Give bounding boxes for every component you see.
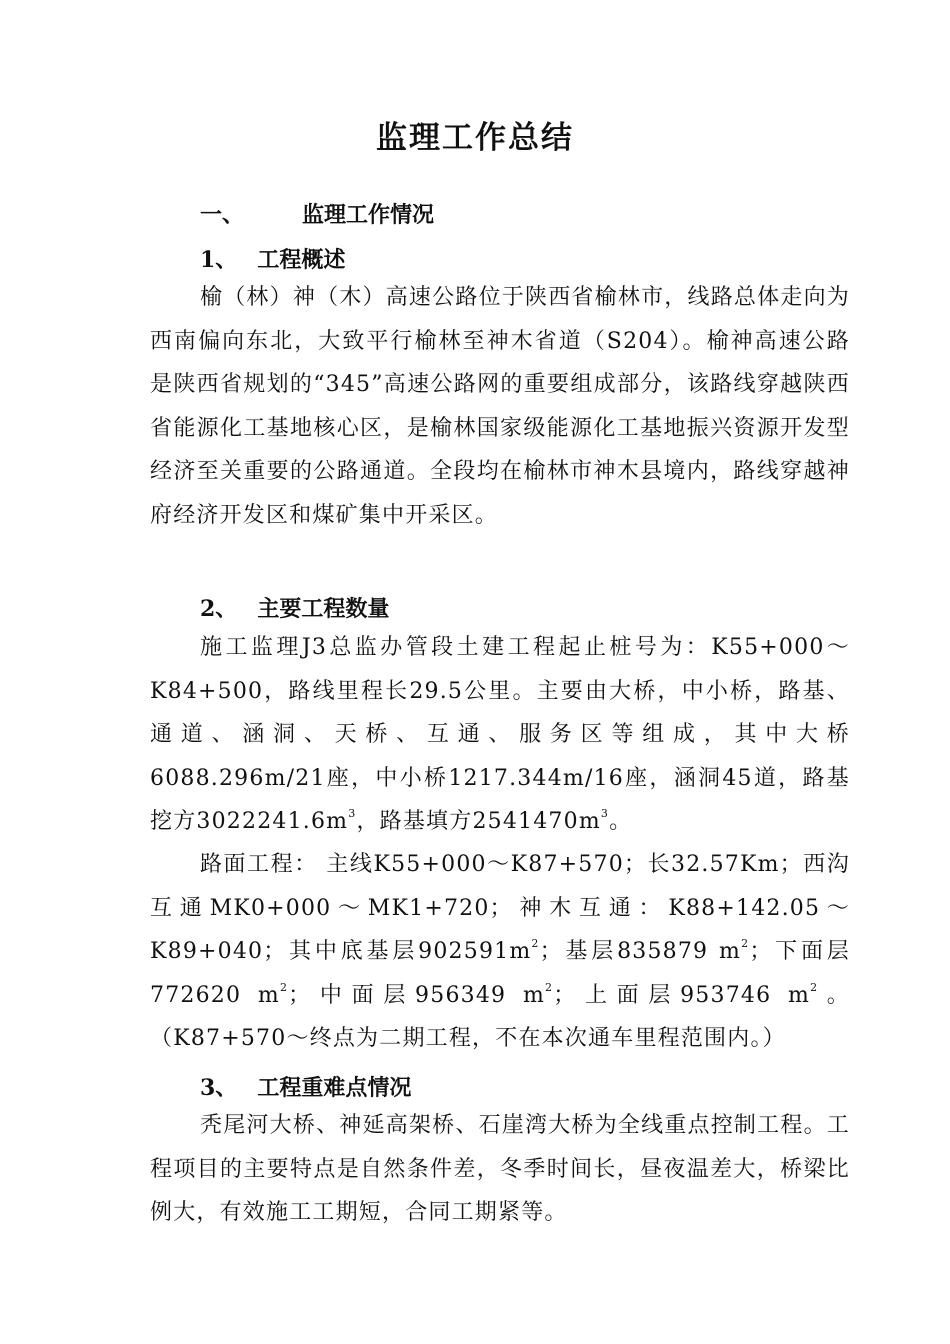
quantities-text: 施工监理J3总监办管段土建工程起止桩号为：K55+000～K84+500，路线里程长29.5公里。主要由大桥，中小桥，路基、通道、涵洞、天桥、互通、服务区等组成，其中大桥6088.296m/21座，中小桥1217.344m/16座，涵洞45道，路基挖方3022241.6m bbox=[150, 635, 850, 834]
subsection-title: 工程重难点情况 bbox=[257, 1075, 412, 1101]
quantities-paragraph bbox=[150, 626, 850, 844]
superscript: 2 bbox=[545, 980, 554, 994]
pavement-text: 路面工程： 主线K55+000～K87+570；长32.57Km；西沟互通MK0+000～MK1+720；神木互通：K88+142.05～K89+040；其中底基层902591m bbox=[150, 852, 850, 964]
quantities-text: 。 bbox=[609, 809, 633, 834]
section-title: 监理工作情况 bbox=[302, 202, 435, 228]
subsection-number: 2、 bbox=[200, 596, 238, 622]
pavement-text: 。（K87+570～终点为二期工程，不在本次通车里程范围内。） bbox=[150, 982, 850, 1051]
key-difficulties-paragraph: 秃尾河大桥、神延高架桥、石崖湾大桥为全线重点控制工程。工程项目的主要特点是自然条件差，冬季时间长，昼夜温差大，桥梁比例大，有效施工工期短，合同工期紧等。 bbox=[150, 1113, 850, 1225]
pavement-text: ；上面层953746 m bbox=[553, 982, 811, 1008]
section-heading-1 bbox=[200, 198, 434, 229]
superscript: 2 bbox=[810, 980, 819, 994]
pavement-text: ；基层835879 m bbox=[539, 939, 742, 964]
subsection-number: 3、 bbox=[200, 1075, 238, 1101]
subsection-heading-2 bbox=[200, 592, 389, 623]
pavement-text: ；中面层956349 m bbox=[288, 982, 546, 1008]
subsection-title: 主要工程数量 bbox=[257, 596, 390, 622]
pavement-paragraph bbox=[150, 843, 850, 1061]
subsection-number: 1、 bbox=[200, 247, 238, 273]
subsection-heading-3 bbox=[200, 1071, 411, 1102]
overview-paragraph: 榆（林）神（木）高速公路位于陕西省榆林市，线路总体走向为西南偏向东北，大致平行榆林至神木省道（S204）。榆神高速公路是陕西省规划的“345”高速公路网的重要组成部分，该路线穿越陕西省能源化工基地核心区，是榆林国家级能源化工基地振兴资源开发型经济至关重要的公路通道。全段均在榆林市神木县境内，路线穿越神府经济开发区和煤矿集中开采区。 bbox=[150, 285, 850, 528]
section-number: 一、 bbox=[200, 202, 245, 228]
page-title: 监理工作总结 bbox=[376, 120, 574, 156]
subsection-heading-1 bbox=[200, 243, 345, 274]
superscript: 3 bbox=[348, 807, 357, 820]
pavement-text: ；下面层772620 m bbox=[150, 939, 850, 1008]
quantities-text: ，路基填方2541470m bbox=[356, 809, 601, 834]
superscript: 2 bbox=[741, 937, 750, 950]
superscript: 2 bbox=[531, 937, 540, 950]
subsection-title: 工程概述 bbox=[257, 247, 346, 273]
superscript: 3 bbox=[600, 807, 610, 820]
superscript: 2 bbox=[279, 980, 289, 994]
